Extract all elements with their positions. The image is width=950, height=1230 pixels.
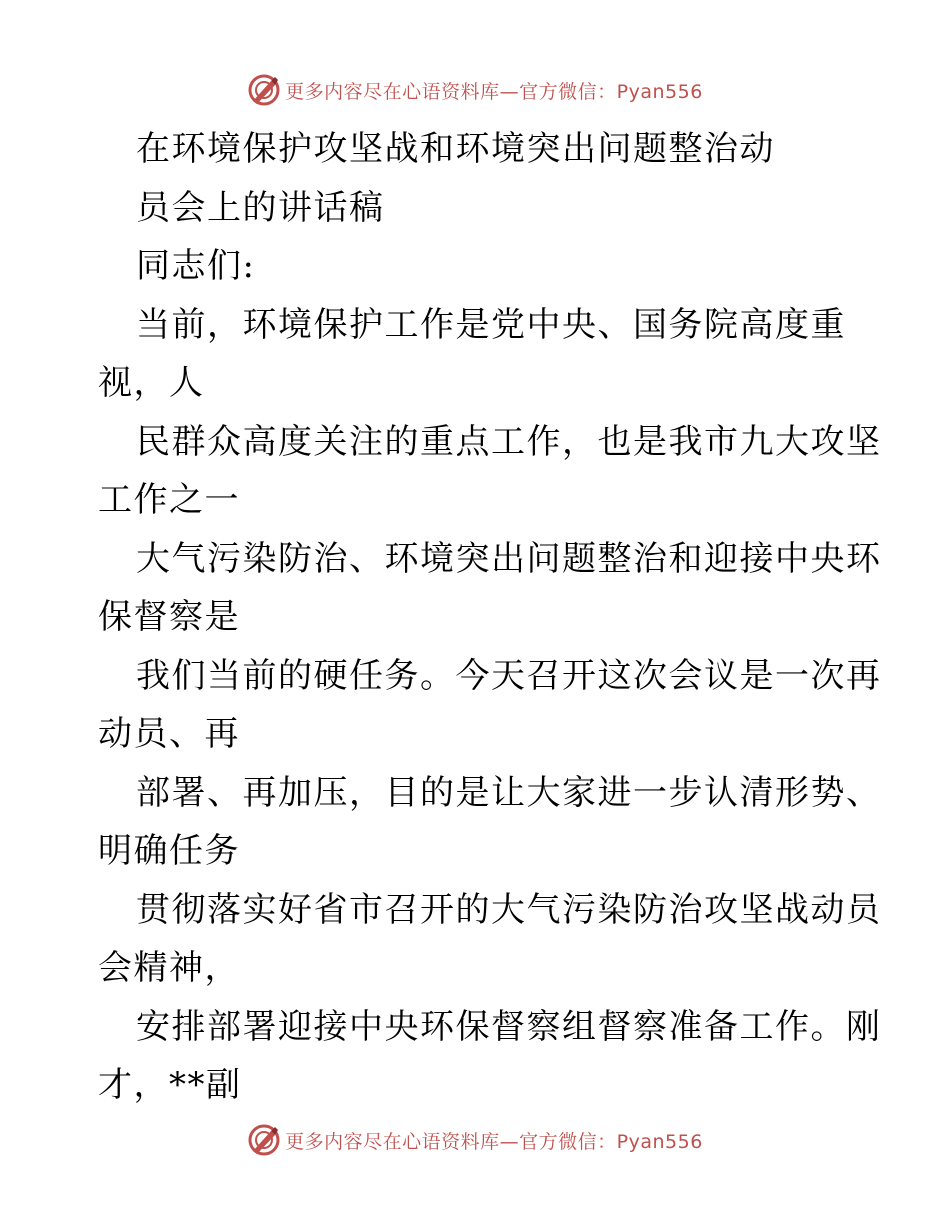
document-line: 在环境保护攻坚战和环境突出问题整治动 [136, 129, 775, 169]
document-line: 我们当前的硬任务。今天召开这次会议是一次再 [136, 655, 882, 696]
document-line: 安排部署迎接中央环保督察组督察准备工作。刚 [136, 1006, 882, 1047]
document-line: 视，人 [98, 363, 205, 403]
document-line: 工作之一 [98, 480, 240, 520]
document-line: 才，**副 [98, 1065, 242, 1105]
pen-logo-icon [247, 73, 281, 107]
pen-logo-icon [247, 1123, 281, 1157]
document-line: 会精神， [98, 948, 240, 988]
document-line: 同志们: [136, 246, 256, 286]
footer-banner [0, 1120, 950, 1160]
document-line: 大气污染防治、环境突出问题整治和迎接中央环 [136, 538, 882, 579]
document-body [98, 120, 882, 1115]
document-line: 员会上的讲话稿 [136, 187, 385, 228]
document-line: 动员、再 [98, 714, 240, 754]
header-banner [0, 70, 950, 110]
document-line: 明确任务 [98, 831, 240, 871]
banner-text: 更多内容尽在心语资料库—官方微信：Pyan556 [285, 1130, 703, 1153]
document-line: 贯彻落实好省市召开的大气污染防治攻坚战动员 [136, 889, 882, 930]
document-line: 部署、再加压，目的是让大家进一步认清形势、 [136, 772, 882, 813]
document-line: 保督察是 [98, 597, 240, 637]
document-line: 民群众高度关注的重点工作，也是我市九大攻坚 [136, 421, 882, 462]
document-line: 当前，环境保护工作是党中央、国务院高度重 [136, 304, 846, 345]
banner-text: 更多内容尽在心语资料库—官方微信：Pyan556 [285, 80, 703, 103]
